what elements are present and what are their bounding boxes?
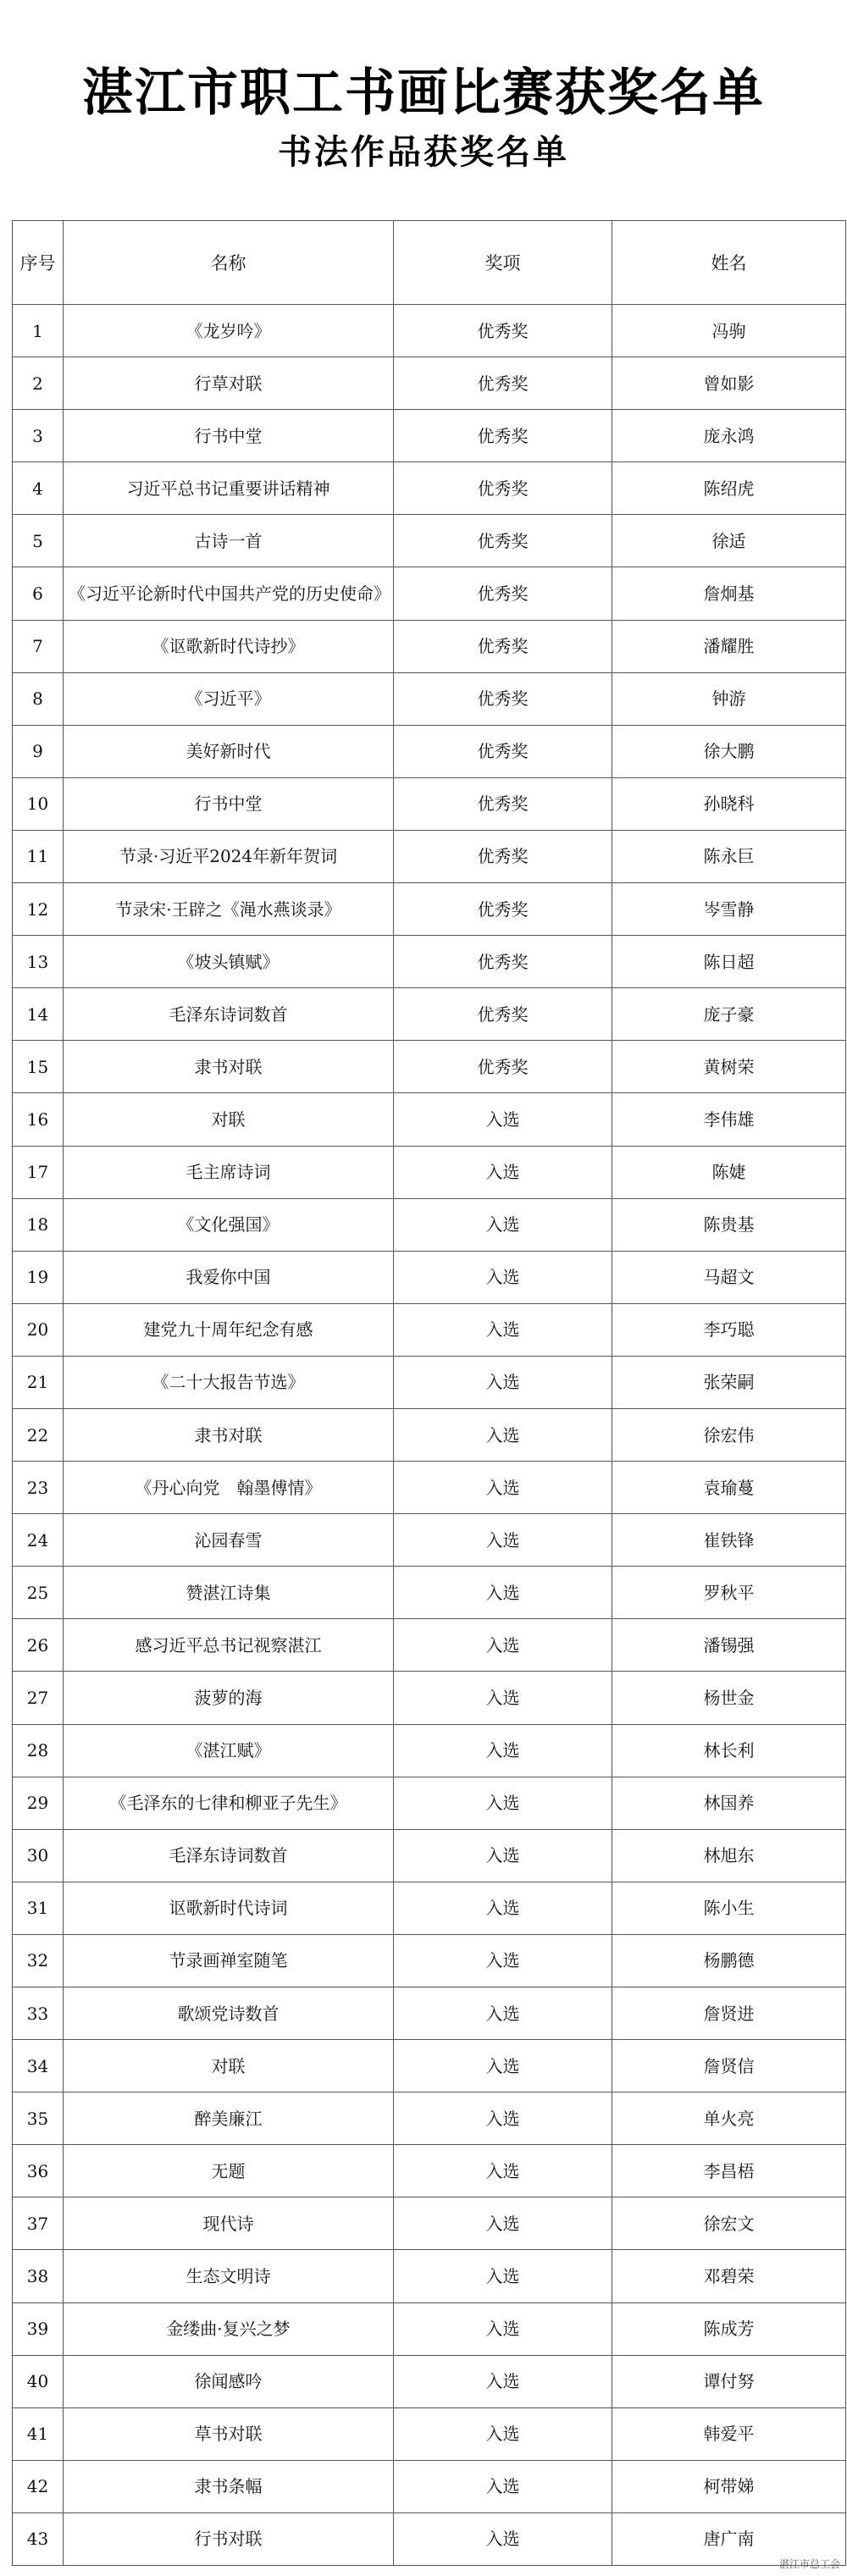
cell-work-name: 《坡头镇赋》	[64, 936, 394, 988]
cell-number: 29	[13, 1777, 64, 1829]
table-row	[13, 1514, 846, 1567]
cell-person: 陈贵基	[612, 1198, 846, 1251]
cell-person: 詹贤进	[612, 1987, 846, 2040]
cell-number: 26	[13, 1619, 64, 1672]
cell-person: 徐宏文	[612, 2197, 846, 2250]
cell-work-name: 隶书对联	[64, 1408, 394, 1461]
table-header-row	[13, 221, 846, 305]
cell-number: 36	[13, 2145, 64, 2197]
table-row	[13, 1777, 846, 1829]
cell-work-name: 隶书条幅	[64, 2460, 394, 2512]
cell-number: 10	[13, 777, 64, 830]
cell-person: 柯带娣	[612, 2460, 846, 2512]
cell-number: 21	[13, 1356, 64, 1408]
table-row	[13, 830, 846, 882]
cell-person: 张荣嗣	[612, 1356, 846, 1408]
cell-person: 李昌梧	[612, 2145, 846, 2197]
cell-award: 入选	[394, 1672, 612, 1724]
table-row	[13, 988, 846, 1041]
table-row	[13, 2302, 846, 2355]
table-row	[13, 1462, 846, 1514]
cell-award: 入选	[394, 2512, 612, 2565]
award-table	[12, 220, 846, 2566]
cell-award: 入选	[394, 2197, 612, 2250]
cell-number: 7	[13, 620, 64, 672]
cell-number: 17	[13, 1146, 64, 1198]
cell-work-name: 行书中堂	[64, 777, 394, 830]
cell-person: 唐广南	[612, 2512, 846, 2565]
cell-award: 入选	[394, 1777, 612, 1829]
cell-number: 31	[13, 1882, 64, 1934]
cell-number: 3	[13, 410, 64, 462]
table-row	[13, 1619, 846, 1672]
cell-award: 入选	[394, 2355, 612, 2407]
cell-number: 5	[13, 515, 64, 567]
cell-person: 陈日超	[612, 936, 846, 988]
cell-award: 入选	[394, 1567, 612, 1619]
cell-number: 22	[13, 1408, 64, 1461]
cell-work-name: 草书对联	[64, 2407, 394, 2460]
cell-number: 2	[13, 357, 64, 410]
page-subtitle: 书法作品获奖名单	[278, 132, 569, 172]
cell-work-name: 对联	[64, 2040, 394, 2092]
cell-person: 庞永鸿	[612, 410, 846, 462]
cell-award: 优秀奖	[394, 830, 612, 882]
cell-award: 入选	[394, 1724, 612, 1777]
cell-number: 4	[13, 462, 64, 515]
cell-number: 39	[13, 2302, 64, 2355]
cell-person: 岑雪静	[612, 883, 846, 936]
table-row	[13, 936, 846, 988]
cell-number: 18	[13, 1198, 64, 1251]
cell-person: 罗秋平	[612, 1567, 846, 1619]
cell-work-name: 《习近平论新时代中国共产党的历史使命》	[64, 567, 394, 620]
cell-work-name: 无题	[64, 2145, 394, 2197]
table-row	[13, 725, 846, 777]
cell-person: 陈永巨	[612, 830, 846, 882]
header-person: 姓名	[612, 221, 846, 305]
table-row	[13, 1041, 846, 1093]
cell-person: 徐宏伟	[612, 1408, 846, 1461]
cell-person: 李伟雄	[612, 1093, 846, 1146]
cell-person: 黄树荣	[612, 1041, 846, 1093]
table-body	[13, 305, 846, 2566]
cell-work-name: 对联	[64, 1093, 394, 1146]
page-title: 湛江市职工书画比赛获奖名单	[82, 64, 765, 123]
cell-award: 入选	[394, 2145, 612, 2197]
cell-work-name: 隶书对联	[64, 1041, 394, 1093]
cell-award: 优秀奖	[394, 305, 612, 357]
cell-award: 入选	[394, 1462, 612, 1514]
cell-number: 12	[13, 883, 64, 936]
table-row	[13, 1408, 846, 1461]
cell-work-name: 节录画禅室随笔	[64, 1934, 394, 1987]
cell-work-name: 古诗一首	[64, 515, 394, 567]
cell-number: 34	[13, 2040, 64, 2092]
cell-award: 优秀奖	[394, 357, 612, 410]
table-row	[13, 2040, 846, 2092]
cell-work-name: 《习近平》	[64, 672, 394, 725]
table-row	[13, 1251, 846, 1303]
cell-person: 杨世金	[612, 1672, 846, 1724]
cell-work-name: 《丹心向党 翰墨傅情》	[64, 1462, 394, 1514]
table-row	[13, 1356, 846, 1408]
cell-person: 谭付努	[612, 2355, 846, 2407]
cell-work-name: 行书中堂	[64, 410, 394, 462]
cell-person: 陈婕	[612, 1146, 846, 1198]
table-row	[13, 2512, 846, 2565]
table-row	[13, 2250, 846, 2302]
table-row	[13, 1934, 846, 1987]
cell-award: 入选	[394, 2040, 612, 2092]
cell-person: 詹炯基	[612, 567, 846, 620]
cell-award: 入选	[394, 2250, 612, 2302]
cell-award: 入选	[394, 1198, 612, 1251]
cell-award: 优秀奖	[394, 410, 612, 462]
cell-number: 13	[13, 936, 64, 988]
cell-work-name: 歌颂党诗数首	[64, 1987, 394, 2040]
table-row	[13, 1146, 846, 1198]
cell-award: 入选	[394, 1934, 612, 1987]
table-row	[13, 567, 846, 620]
table-row	[13, 1724, 846, 1777]
cell-number: 32	[13, 1934, 64, 1987]
cell-number: 9	[13, 725, 64, 777]
table-row	[13, 2197, 846, 2250]
cell-work-name: 《文化强国》	[64, 1198, 394, 1251]
cell-award: 入选	[394, 1619, 612, 1672]
cell-work-name: 毛主席诗词	[64, 1146, 394, 1198]
cell-number: 35	[13, 2092, 64, 2145]
header-number: 序号	[13, 221, 64, 305]
cell-award: 优秀奖	[394, 672, 612, 725]
table-row	[13, 672, 846, 725]
table-row	[13, 1093, 846, 1146]
cell-person: 詹贤信	[612, 2040, 846, 2092]
table-row	[13, 462, 846, 515]
cell-person: 曾如影	[612, 357, 846, 410]
table-row	[13, 2355, 846, 2407]
cell-person: 杨鹏德	[612, 1934, 846, 1987]
cell-award: 入选	[394, 1303, 612, 1356]
cell-number: 19	[13, 1251, 64, 1303]
cell-work-name: 《毛泽东的七律和柳亚子先生》	[64, 1777, 394, 1829]
cell-work-name: 沁园春雪	[64, 1514, 394, 1567]
table-row	[13, 620, 846, 672]
cell-award: 入选	[394, 1356, 612, 1408]
cell-person: 潘耀胜	[612, 620, 846, 672]
cell-number: 30	[13, 1829, 64, 1882]
cell-award: 入选	[394, 2302, 612, 2355]
cell-work-name: 金缕曲·复兴之梦	[64, 2302, 394, 2355]
cell-number: 41	[13, 2407, 64, 2460]
cell-person: 冯驹	[612, 305, 846, 357]
cell-number: 6	[13, 567, 64, 620]
cell-number: 14	[13, 988, 64, 1041]
cell-award: 入选	[394, 1514, 612, 1567]
cell-number: 24	[13, 1514, 64, 1567]
table-row	[13, 883, 846, 936]
cell-award: 优秀奖	[394, 515, 612, 567]
table-row	[13, 1672, 846, 1724]
cell-award: 优秀奖	[394, 725, 612, 777]
cell-person: 陈绍虎	[612, 462, 846, 515]
table-row	[13, 515, 846, 567]
cell-person: 陈成芳	[612, 2302, 846, 2355]
cell-award: 入选	[394, 1093, 612, 1146]
cell-award: 入选	[394, 1251, 612, 1303]
cell-number: 42	[13, 2460, 64, 2512]
cell-work-name: 行书对联	[64, 2512, 394, 2565]
cell-person: 马超文	[612, 1251, 846, 1303]
cell-award: 入选	[394, 2092, 612, 2145]
cell-work-name: 《龙岁吟》	[64, 305, 394, 357]
cell-award: 优秀奖	[394, 936, 612, 988]
cell-person: 潘锡强	[612, 1619, 846, 1672]
table-row	[13, 305, 846, 357]
cell-work-name: 感习近平总书记视察湛江	[64, 1619, 394, 1672]
cell-person: 李巧聪	[612, 1303, 846, 1356]
cell-person: 韩爱平	[612, 2407, 846, 2460]
table-row	[13, 2145, 846, 2197]
cell-work-name: 讴歌新时代诗词	[64, 1882, 394, 1934]
watermark-text: 湛江市总工会	[778, 2558, 840, 2570]
table-row	[13, 357, 846, 410]
cell-number: 38	[13, 2250, 64, 2302]
cell-number: 1	[13, 305, 64, 357]
cell-person: 孙晓科	[612, 777, 846, 830]
cell-award: 入选	[394, 1408, 612, 1461]
cell-work-name: 现代诗	[64, 2197, 394, 2250]
cell-award: 优秀奖	[394, 1041, 612, 1093]
cell-number: 37	[13, 2197, 64, 2250]
cell-person: 徐大鹏	[612, 725, 846, 777]
cell-work-name: 菠萝的海	[64, 1672, 394, 1724]
cell-award: 优秀奖	[394, 620, 612, 672]
cell-work-name: 赞湛江诗集	[64, 1567, 394, 1619]
cell-number: 33	[13, 1987, 64, 2040]
cell-work-name: 《讴歌新时代诗抄》	[64, 620, 394, 672]
cell-award: 优秀奖	[394, 462, 612, 515]
cell-work-name: 美好新时代	[64, 725, 394, 777]
table-row	[13, 777, 846, 830]
table-row	[13, 1987, 846, 2040]
cell-work-name: 节录·习近平2024年新年贺词	[64, 830, 394, 882]
cell-number: 25	[13, 1567, 64, 1619]
table-row	[13, 410, 846, 462]
cell-person: 林旭东	[612, 1829, 846, 1882]
cell-work-name: 生态文明诗	[64, 2250, 394, 2302]
cell-work-name: 醉美廉江	[64, 2092, 394, 2145]
cell-person: 庞子豪	[612, 988, 846, 1041]
cell-award: 入选	[394, 2460, 612, 2512]
cell-work-name: 《湛江赋》	[64, 1724, 394, 1777]
cell-work-name: 节录宋·王辟之《渑水燕谈录》	[64, 883, 394, 936]
header-award: 奖项	[394, 221, 612, 305]
cell-award: 入选	[394, 2407, 612, 2460]
cell-award: 优秀奖	[394, 988, 612, 1041]
cell-award: 入选	[394, 1829, 612, 1882]
cell-person: 林国养	[612, 1777, 846, 1829]
cell-work-name: 毛泽东诗词数首	[64, 1829, 394, 1882]
cell-work-name: 习近平总书记重要讲话精神	[64, 462, 394, 515]
cell-number: 20	[13, 1303, 64, 1356]
cell-number: 43	[13, 2512, 64, 2565]
cell-person: 林长利	[612, 1724, 846, 1777]
cell-person: 袁瑜蔓	[612, 1462, 846, 1514]
cell-number: 8	[13, 672, 64, 725]
table-row	[13, 2460, 846, 2512]
cell-person: 单火亮	[612, 2092, 846, 2145]
cell-person: 邓碧荣	[612, 2250, 846, 2302]
table-row	[13, 1198, 846, 1251]
table-row	[13, 1829, 846, 1882]
cell-work-name: 行草对联	[64, 357, 394, 410]
table-row	[13, 2092, 846, 2145]
cell-number: 40	[13, 2355, 64, 2407]
cell-number: 15	[13, 1041, 64, 1093]
table-row	[13, 1882, 846, 1934]
table-row	[13, 2407, 846, 2460]
cell-award: 入选	[394, 1882, 612, 1934]
cell-work-name: 建党九十周年纪念有感	[64, 1303, 394, 1356]
cell-award: 优秀奖	[394, 883, 612, 936]
cell-award: 入选	[394, 1146, 612, 1198]
cell-award: 优秀奖	[394, 777, 612, 830]
cell-award: 入选	[394, 1987, 612, 2040]
cell-work-name: 徐闻感吟	[64, 2355, 394, 2407]
cell-work-name: 《二十大报告节选》	[64, 1356, 394, 1408]
cell-number: 23	[13, 1462, 64, 1514]
cell-work-name: 我爱你中国	[64, 1251, 394, 1303]
header-name: 名称	[64, 221, 394, 305]
cell-number: 16	[13, 1093, 64, 1146]
table-row	[13, 1567, 846, 1619]
cell-number: 28	[13, 1724, 64, 1777]
cell-person: 徐适	[612, 515, 846, 567]
cell-person: 崔铁锋	[612, 1514, 846, 1567]
cell-work-name: 毛泽东诗词数首	[64, 988, 394, 1041]
cell-person: 钟游	[612, 672, 846, 725]
cell-number: 27	[13, 1672, 64, 1724]
cell-award: 优秀奖	[394, 567, 612, 620]
table-row	[13, 1303, 846, 1356]
cell-number: 11	[13, 830, 64, 882]
cell-person: 陈小生	[612, 1882, 846, 1934]
